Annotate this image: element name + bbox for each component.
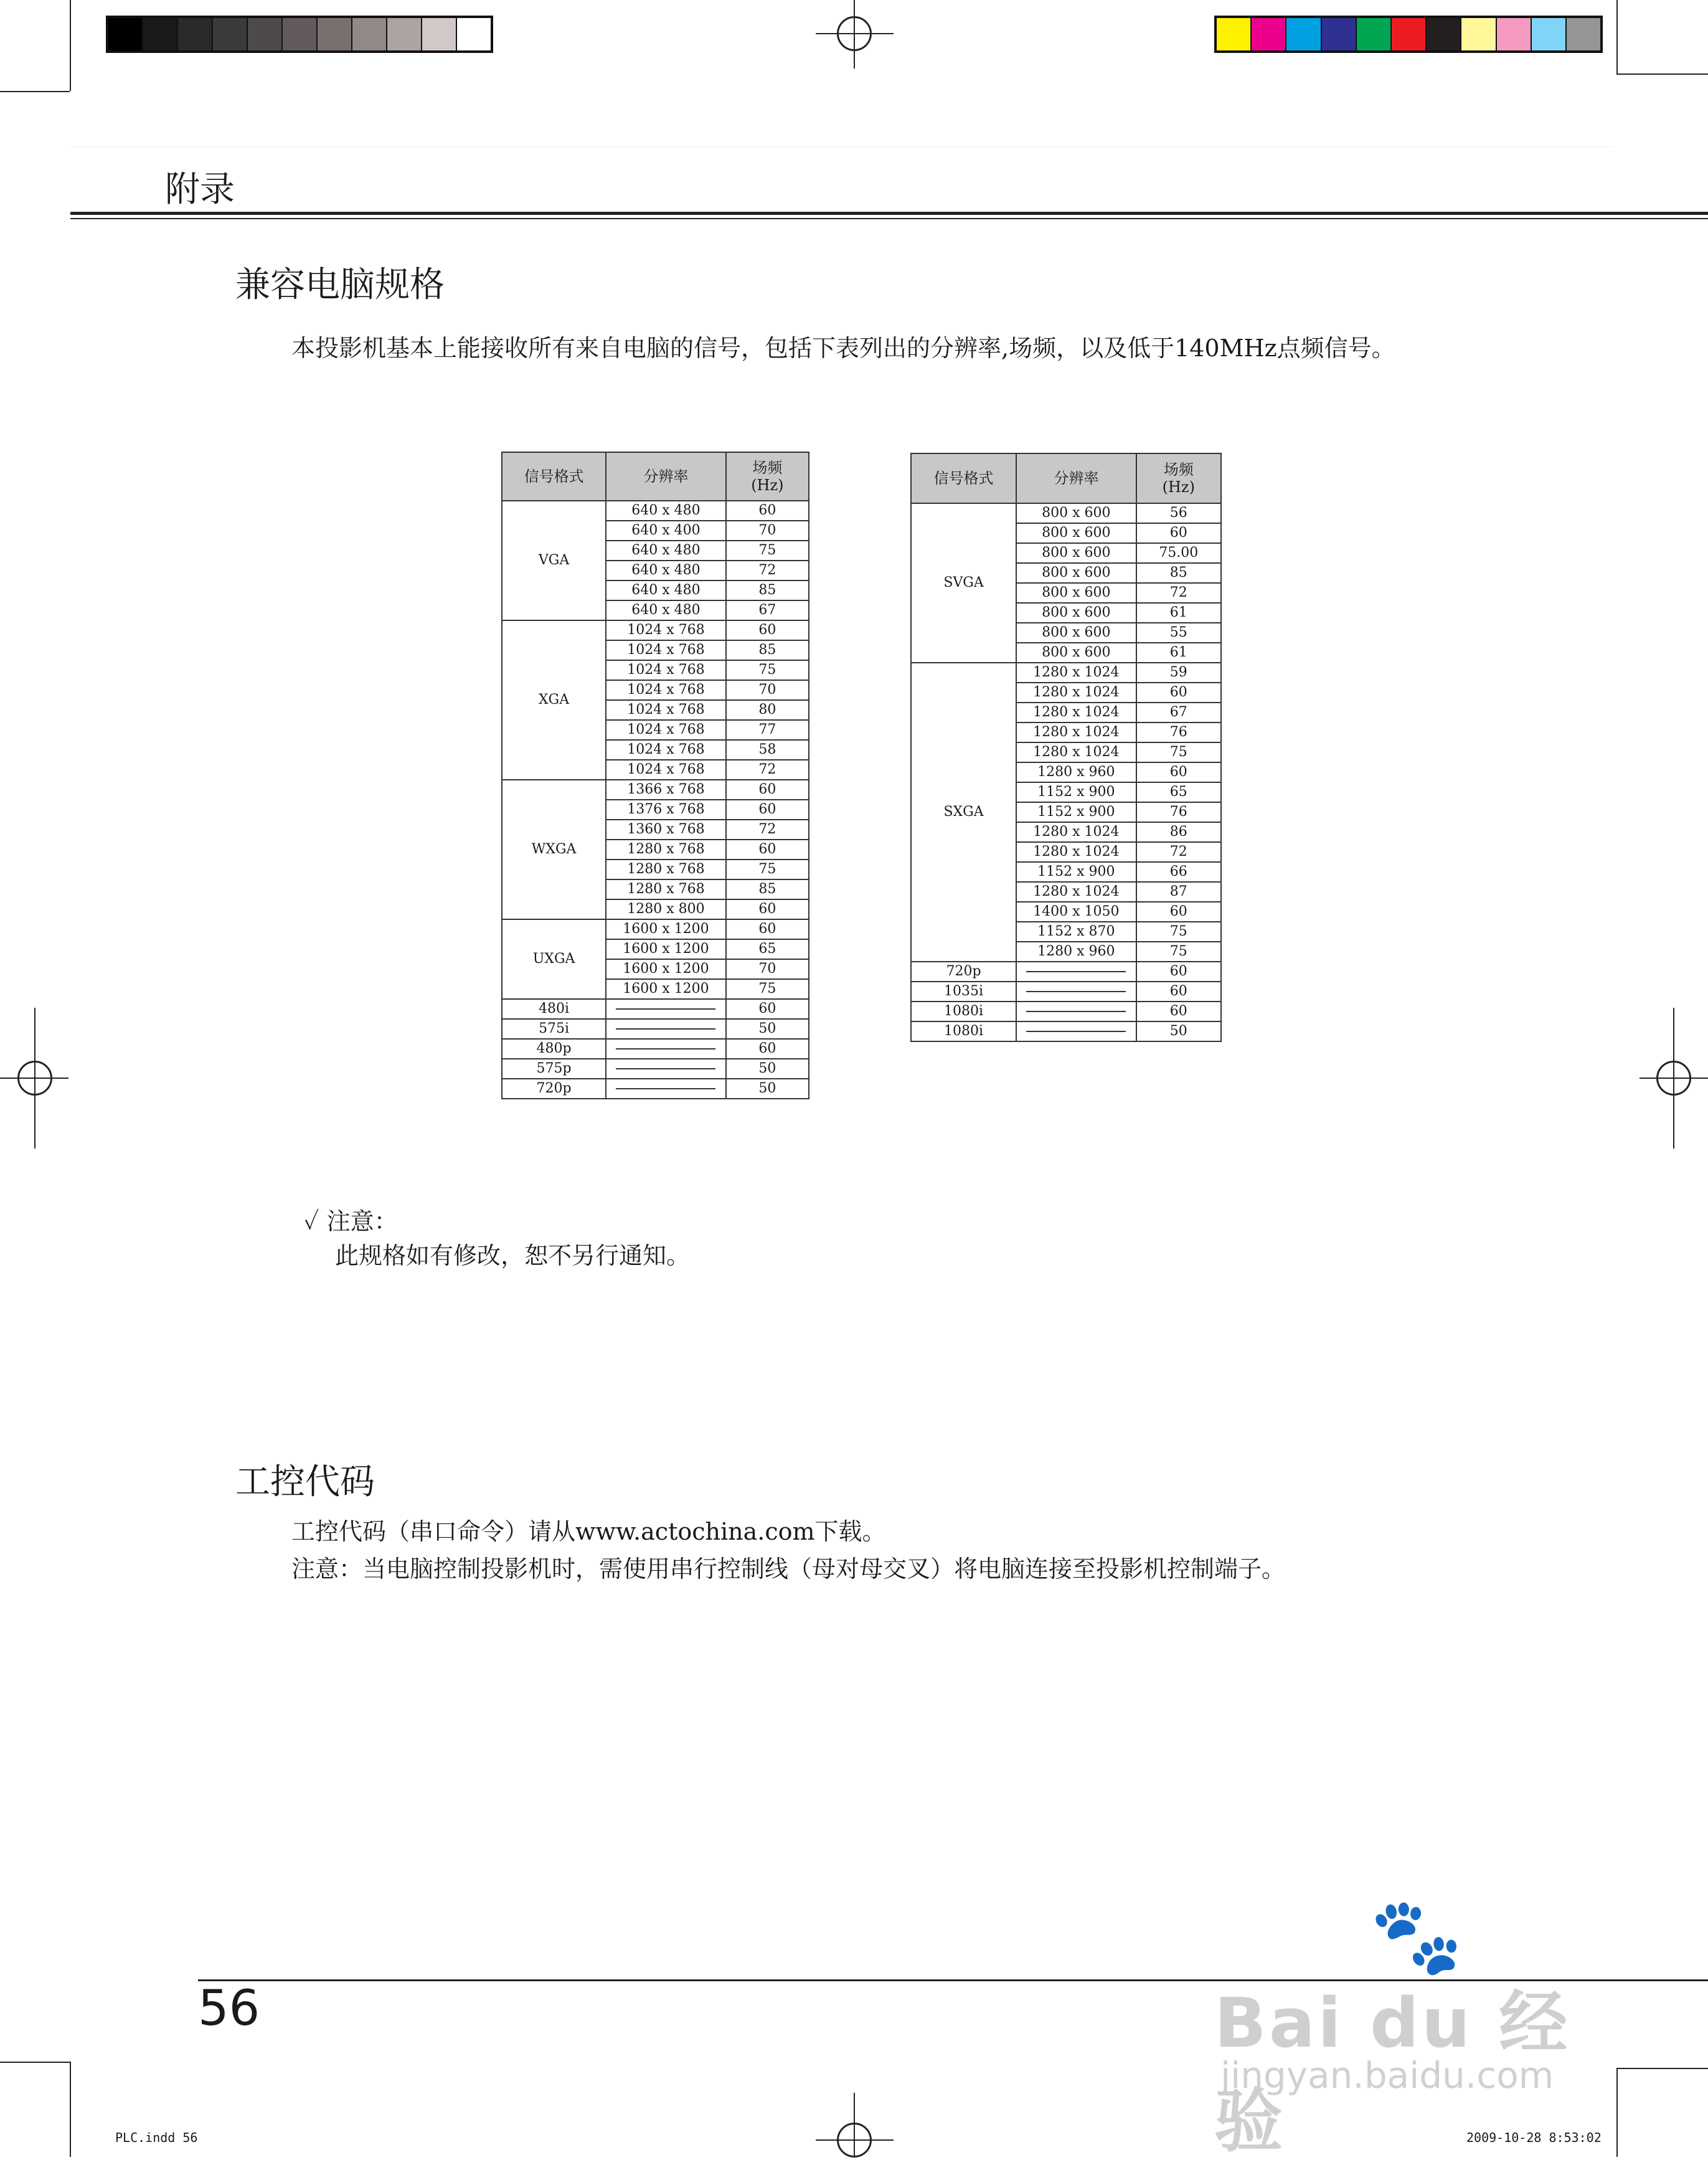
refresh-rate-cell: 60 xyxy=(726,780,809,800)
resolution-cell: 1024 x 768 xyxy=(606,620,726,640)
color-swatch xyxy=(1357,18,1392,50)
registration-mark xyxy=(816,2139,894,2141)
resolution-cell: 800 x 600 xyxy=(1016,583,1136,603)
resolution-cell: 1400 x 1050 xyxy=(1016,902,1136,922)
refresh-rate-cell: 76 xyxy=(1136,722,1221,742)
refresh-rate-cell: 72 xyxy=(726,561,809,580)
table-row xyxy=(911,503,1221,523)
resolution-cell xyxy=(1016,1002,1136,1021)
resolution-cell xyxy=(606,1079,726,1099)
resolution-cell xyxy=(606,1019,726,1039)
color-swatch xyxy=(1532,18,1567,50)
signal-format-cell: 1035i xyxy=(911,982,1016,1002)
resolution-cell: 1360 x 768 xyxy=(606,820,726,840)
paw-icon: 🐾 xyxy=(1370,1893,1463,1980)
registration-mark xyxy=(0,1078,68,1079)
color-swatch xyxy=(178,18,213,50)
resolution-cell: 640 x 480 xyxy=(606,541,726,561)
spec-table-left xyxy=(501,452,809,1099)
refresh-rate-cell: 85 xyxy=(726,580,809,600)
refresh-rate-cell: 60 xyxy=(1136,962,1221,982)
refresh-rate-cell: 67 xyxy=(1136,703,1221,722)
refresh-rate-cell: 60 xyxy=(726,919,809,939)
resolution-cell: 1376 x 768 xyxy=(606,800,726,820)
signal-format-cell: XGA xyxy=(502,620,606,780)
refresh-rate-cell: 72 xyxy=(1136,842,1221,862)
table-row xyxy=(502,1059,809,1079)
empty-dash xyxy=(616,1028,715,1030)
crop-mark xyxy=(0,2062,70,2063)
color-swatch xyxy=(1392,18,1427,50)
refresh-rate-cell: 60 xyxy=(726,999,809,1019)
empty-dash xyxy=(616,1048,715,1049)
watermark-sub: jingyan.baidu.com xyxy=(1220,2054,1554,2096)
refresh-rate-cell: 75 xyxy=(726,979,809,999)
slug-timestamp: 2009-10-28 8:53:02 xyxy=(1466,2130,1602,2145)
refresh-rate-cell: 60 xyxy=(726,620,809,640)
refresh-rate-cell: 72 xyxy=(726,820,809,840)
resolution-cell: 800 x 600 xyxy=(1016,543,1136,563)
refresh-rate-cell: 75 xyxy=(726,660,809,680)
crop-mark xyxy=(0,91,70,92)
header-band xyxy=(68,146,1613,216)
resolution-cell: 1600 x 1200 xyxy=(606,939,726,959)
refresh-rate-cell: 55 xyxy=(1136,623,1221,643)
crop-mark xyxy=(1616,0,1618,75)
note-text: 此规格如有修改，恕不另行通知。 xyxy=(335,1242,691,1269)
resolution-cell: 1152 x 900 xyxy=(1016,802,1136,822)
refresh-rate-cell: 75.00 xyxy=(1136,543,1221,563)
refresh-rate-cell: 85 xyxy=(726,879,809,899)
registration-mark xyxy=(816,33,894,34)
table-row xyxy=(911,1021,1221,1041)
registration-mark xyxy=(1640,1078,1708,1079)
refresh-rate-cell: 60 xyxy=(1136,982,1221,1002)
color-calibration-bar xyxy=(1214,16,1603,53)
refresh-rate-cell: 50 xyxy=(726,1059,809,1079)
refresh-rate-cell: 60 xyxy=(1136,762,1221,782)
refresh-rate-cell: 56 xyxy=(1136,503,1221,523)
compatible-heading: 兼容电脑规格 xyxy=(235,265,445,305)
resolution-cell: 1366 x 768 xyxy=(606,780,726,800)
refresh-rate-cell: 60 xyxy=(1136,902,1221,922)
empty-dash xyxy=(616,1088,715,1089)
empty-dash xyxy=(616,1068,715,1069)
table-row xyxy=(502,1079,809,1099)
resolution-cell: 640 x 480 xyxy=(606,501,726,521)
section-title: 附录 xyxy=(165,169,235,210)
empty-dash xyxy=(1026,991,1126,992)
color-swatch xyxy=(108,18,143,50)
color-swatch xyxy=(1427,18,1461,50)
grayscale-calibration-bar xyxy=(106,16,493,53)
resolution-cell: 640 x 480 xyxy=(606,600,726,620)
refresh-rate-cell: 75 xyxy=(726,541,809,561)
color-swatch xyxy=(457,18,491,50)
table-row xyxy=(502,1019,809,1039)
resolution-cell: 1024 x 768 xyxy=(606,660,726,680)
resolution-cell: 640 x 400 xyxy=(606,521,726,541)
signal-format-cell: SVGA xyxy=(911,503,1016,663)
refresh-rate-cell: 85 xyxy=(726,640,809,660)
empty-dash xyxy=(1026,1031,1126,1032)
table-row xyxy=(911,1002,1221,1021)
signal-format-cell: 1080i xyxy=(911,1002,1016,1021)
refresh-rate-cell: 75 xyxy=(726,860,809,879)
color-swatch xyxy=(318,18,352,50)
signal-format-cell: 575p xyxy=(502,1059,606,1079)
refresh-rate-cell: 65 xyxy=(726,939,809,959)
header-rule xyxy=(70,218,1708,219)
empty-dash xyxy=(1026,1011,1126,1012)
control-download-line: 工控代码（串口命令）请从www.actochina.com下载。 xyxy=(291,1518,886,1545)
refresh-rate-cell: 60 xyxy=(726,840,809,860)
resolution-cell: 1024 x 768 xyxy=(606,720,726,740)
resolution-cell: 800 x 600 xyxy=(1016,563,1136,583)
resolution-cell: 1280 x 768 xyxy=(606,840,726,860)
refresh-rate-cell: 75 xyxy=(1136,922,1221,942)
resolution-cell: 800 x 600 xyxy=(1016,623,1136,643)
refresh-rate-cell: 85 xyxy=(1136,563,1221,583)
table-row xyxy=(502,919,809,939)
resolution-cell: 1152 x 900 xyxy=(1016,862,1136,882)
table-row xyxy=(502,1039,809,1059)
color-swatch xyxy=(143,18,178,50)
note-label: ✓ 注意： xyxy=(304,1208,398,1235)
refresh-rate-cell: 60 xyxy=(726,1039,809,1059)
control-heading: 工控代码 xyxy=(235,1462,375,1502)
refresh-rate-cell: 61 xyxy=(1136,603,1221,623)
page-number: 56 xyxy=(198,1981,260,2037)
signal-format-cell: VGA xyxy=(502,501,606,620)
crop-mark xyxy=(1616,2068,1708,2069)
table-row xyxy=(502,999,809,1019)
resolution-cell: 1280 x 1024 xyxy=(1016,683,1136,703)
color-swatch xyxy=(1497,18,1532,50)
table-row xyxy=(502,780,809,800)
resolution-cell: 1280 x 1024 xyxy=(1016,882,1136,902)
watermark-main: Bai du 经验 xyxy=(1214,1983,1570,2161)
resolution-cell: 1600 x 1200 xyxy=(606,919,726,939)
refresh-rate-cell: 75 xyxy=(1136,942,1221,962)
resolution-cell: 1152 x 870 xyxy=(1016,922,1136,942)
resolution-cell: 640 x 480 xyxy=(606,561,726,580)
empty-dash xyxy=(616,1008,715,1010)
color-swatch xyxy=(1461,18,1496,50)
col-header-resolution: 分辨率 xyxy=(1016,453,1136,503)
refresh-rate-cell: 86 xyxy=(1136,822,1221,842)
resolution-cell: 1280 x 768 xyxy=(606,860,726,879)
resolution-cell: 1152 x 900 xyxy=(1016,782,1136,802)
refresh-rate-cell: 60 xyxy=(1136,1002,1221,1021)
col-header-format: 信号格式 xyxy=(911,453,1016,503)
resolution-cell: 1280 x 1024 xyxy=(1016,822,1136,842)
signal-format-cell: 720p xyxy=(911,962,1016,982)
refresh-rate-cell: 50 xyxy=(726,1079,809,1099)
resolution-cell xyxy=(1016,1021,1136,1041)
refresh-rate-cell: 60 xyxy=(1136,523,1221,543)
resolution-cell: 1280 x 1024 xyxy=(1016,703,1136,722)
table-row xyxy=(502,620,809,640)
resolution-cell: 800 x 600 xyxy=(1016,503,1136,523)
resolution-cell: 1280 x 1024 xyxy=(1016,842,1136,862)
resolution-cell xyxy=(606,1059,726,1079)
resolution-cell: 1024 x 768 xyxy=(606,760,726,780)
color-swatch xyxy=(248,18,283,50)
refresh-rate-cell: 87 xyxy=(1136,882,1221,902)
resolution-cell xyxy=(606,999,726,1019)
refresh-rate-cell: 60 xyxy=(726,501,809,521)
color-swatch xyxy=(1567,18,1600,50)
color-swatch xyxy=(1252,18,1286,50)
resolution-cell: 1600 x 1200 xyxy=(606,979,726,999)
col-header-resolution: 分辨率 xyxy=(606,452,726,501)
color-swatch xyxy=(352,18,387,50)
signal-format-cell: 480p xyxy=(502,1039,606,1059)
resolution-cell: 640 x 480 xyxy=(606,580,726,600)
slug-file: PLC.indd 56 xyxy=(115,2130,198,2145)
resolution-cell: 800 x 600 xyxy=(1016,643,1136,663)
signal-format-cell: UXGA xyxy=(502,919,606,999)
refresh-rate-cell: 76 xyxy=(1136,802,1221,822)
refresh-rate-cell: 70 xyxy=(726,521,809,541)
refresh-rate-cell: 72 xyxy=(726,760,809,780)
table-row xyxy=(911,982,1221,1002)
signal-format-cell: SXGA xyxy=(911,663,1016,962)
refresh-rate-cell: 70 xyxy=(726,680,809,700)
signal-format-cell: 720p xyxy=(502,1079,606,1099)
refresh-rate-cell: 61 xyxy=(1136,643,1221,663)
spec-table-right xyxy=(910,453,1222,1042)
refresh-rate-cell: 50 xyxy=(726,1019,809,1039)
resolution-cell: 800 x 600 xyxy=(1016,523,1136,543)
resolution-cell: 1024 x 768 xyxy=(606,740,726,760)
compatible-description: 本投影机基本上能接收所有来自电脑的信号，包括下表列出的分辨率,场频，以及低于140MHz点频信号。 xyxy=(291,334,1395,362)
col-header-refresh: 场频 (Hz) xyxy=(726,452,809,501)
color-swatch xyxy=(1322,18,1357,50)
refresh-rate-cell: 66 xyxy=(1136,862,1221,882)
table-row xyxy=(911,962,1221,982)
header-rule xyxy=(70,212,1708,215)
resolution-cell: 1024 x 768 xyxy=(606,680,726,700)
refresh-rate-cell: 60 xyxy=(1136,683,1221,703)
crop-mark xyxy=(1616,2068,1618,2157)
color-swatch xyxy=(422,18,457,50)
resolution-cell xyxy=(606,1039,726,1059)
refresh-rate-cell: 59 xyxy=(1136,663,1221,683)
table-row xyxy=(502,501,809,521)
resolution-cell: 1024 x 768 xyxy=(606,700,726,720)
refresh-rate-cell: 70 xyxy=(726,959,809,979)
refresh-rate-cell: 60 xyxy=(726,800,809,820)
refresh-rate-cell: 58 xyxy=(726,740,809,760)
refresh-rate-cell: 65 xyxy=(1136,782,1221,802)
color-swatch xyxy=(387,18,422,50)
refresh-rate-cell: 75 xyxy=(1136,742,1221,762)
resolution-cell: 1024 x 768 xyxy=(606,640,726,660)
signal-format-cell: 480i xyxy=(502,999,606,1019)
signal-format-cell: 575i xyxy=(502,1019,606,1039)
refresh-rate-cell: 67 xyxy=(726,600,809,620)
color-swatch xyxy=(213,18,248,50)
color-swatch xyxy=(283,18,318,50)
registration-mark xyxy=(854,0,855,69)
color-swatch xyxy=(1286,18,1321,50)
crop-mark xyxy=(1616,73,1708,75)
resolution-cell: 1280 x 1024 xyxy=(1016,663,1136,683)
resolution-cell: 1280 x 960 xyxy=(1016,942,1136,962)
refresh-rate-cell: 77 xyxy=(726,720,809,740)
signal-format-cell: 1080i xyxy=(911,1021,1016,1041)
resolution-cell xyxy=(1016,962,1136,982)
refresh-rate-cell: 50 xyxy=(1136,1021,1221,1041)
resolution-cell: 1600 x 1200 xyxy=(606,959,726,979)
resolution-cell xyxy=(1016,982,1136,1002)
signal-format-cell: WXGA xyxy=(502,780,606,919)
resolution-cell: 1280 x 768 xyxy=(606,879,726,899)
control-note-line: 注意：当电脑控制投影机时，需使用串行控制线（母对母交叉）将电脑连接至投影机控制端子。 xyxy=(291,1555,1286,1583)
resolution-cell: 1280 x 1024 xyxy=(1016,742,1136,762)
resolution-cell: 1280 x 1024 xyxy=(1016,722,1136,742)
refresh-rate-cell: 72 xyxy=(1136,583,1221,603)
crop-mark xyxy=(70,2062,71,2157)
resolution-cell: 800 x 600 xyxy=(1016,603,1136,623)
col-header-refresh: 场频 (Hz) xyxy=(1136,453,1221,503)
resolution-cell: 1280 x 960 xyxy=(1016,762,1136,782)
empty-dash xyxy=(1026,971,1126,972)
col-header-format: 信号格式 xyxy=(502,452,606,501)
refresh-rate-cell: 60 xyxy=(726,899,809,919)
resolution-cell: 1280 x 800 xyxy=(606,899,726,919)
registration-mark xyxy=(854,2093,855,2157)
crop-mark xyxy=(70,0,71,91)
refresh-rate-cell: 80 xyxy=(726,700,809,720)
table-row xyxy=(911,663,1221,683)
color-swatch xyxy=(1217,18,1252,50)
